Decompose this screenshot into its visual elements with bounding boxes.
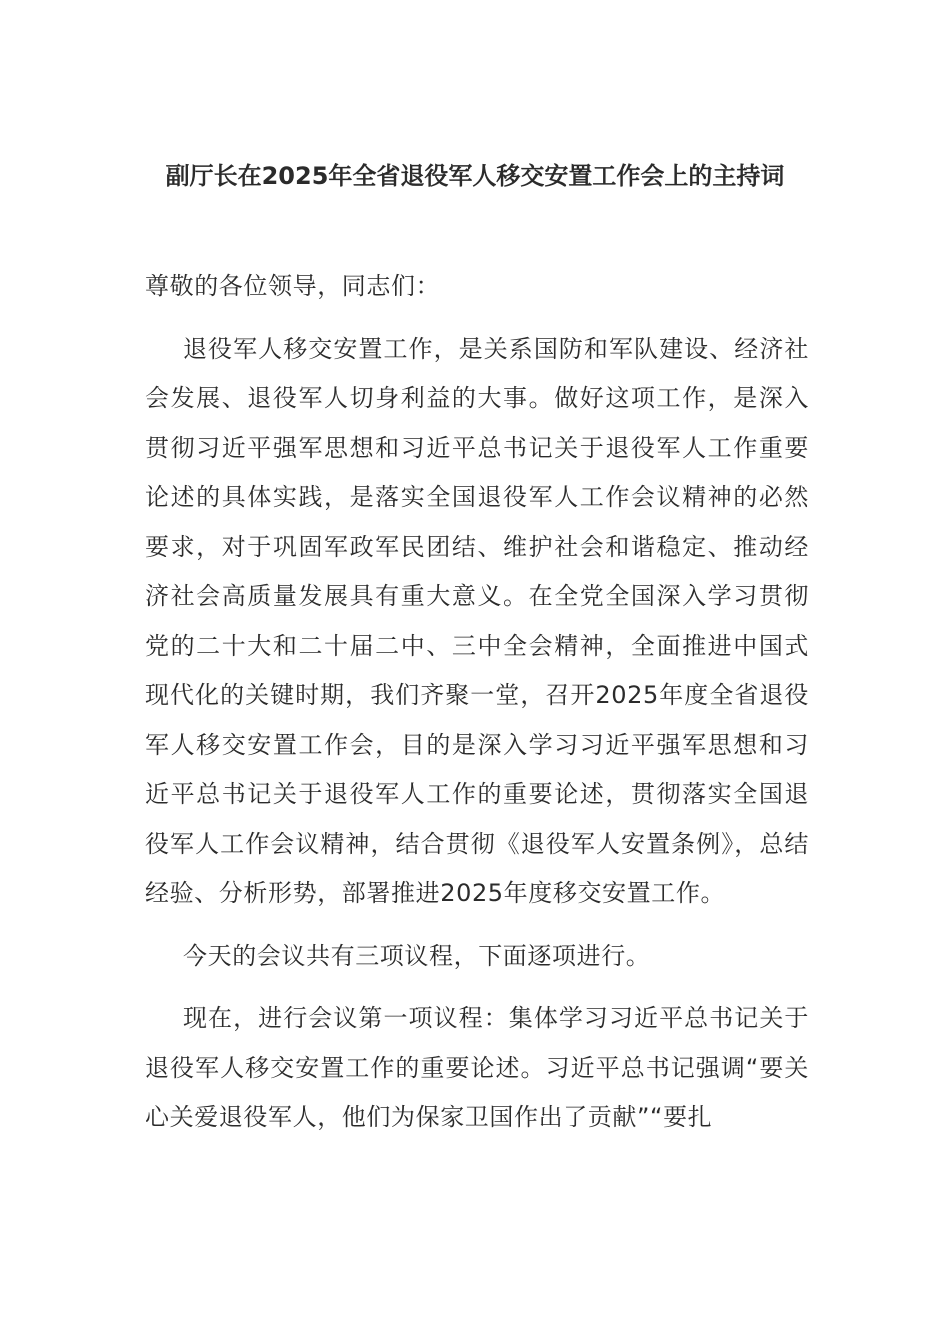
paragraph-intro: 退役军人移交安置工作，是关系国防和军队建设、经济社会发展、退役军人切身利益的大事。做好这项工作，是深入贯彻习近平强军思想和习近平总书记关于退役军人工作重要论述的具体实践，是落实全国退役军人工作会议精神的必然要求，对于巩固军政军民团结、维护社会和谐稳定、推动经济社会高质量发展具有重大意义。在全党全国深入学习贯彻党的二十大和二十届二中、三中全会精神，全面推进中国式现代化的关键时期，我们齐聚一堂，召开2025年度全省退役军人移交安置工作会，目的是深入学习习近平强军思想和习近平总书记关于退役军人工作的重要论述，贯彻落实全国退役军人工作会议精神，结合贯彻《退役军人安置条例》，总结经验、分析形势，部署推进2025年度移交安置工作。 <box>145 334 809 907</box>
salutation: 尊敬的各位领导，同志们： <box>145 272 441 300</box>
paragraph-first-item: 现在，进行会议第一项议程：集体学习习近平总书记关于退役军人移交安置工作的重要论述。习近平总书记强调“要关心关爱退役军人，他们为保家卫国作出了贡献”“要扎 <box>145 1004 809 1131</box>
paragraph-agenda: 今天的会议共有三项议程，下面逐项进行。 <box>183 941 651 970</box>
document-body <box>145 262 809 1156</box>
document-title: 副厅长在2025年全省退役军人移交安置工作会上的主持词 <box>165 162 785 190</box>
